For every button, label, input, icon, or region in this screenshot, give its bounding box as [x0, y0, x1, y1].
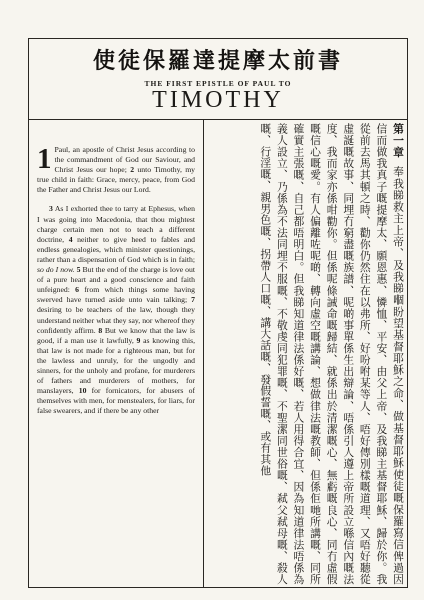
- verse-number: 2: [130, 165, 135, 175]
- english-title: TIMOTHY: [152, 87, 284, 113]
- chapter-heading: 第一章: [392, 123, 405, 158]
- verse-text: desiring to be teachers of the law, though they understand neither what they say, nor whereof they confidently affirm.: [37, 305, 195, 335]
- verse-text: for fornicators, for abusers of themselves with men, for menstealers, for liars, for false swearers, and if there be any other: [37, 386, 195, 416]
- title-block: [29, 39, 407, 119]
- verse-text: unto Timothy, my true child in faith: Grace, mercy, peace, from God the Father and Christ Jesus our Lord.: [37, 165, 195, 195]
- chinese-column: [207, 123, 406, 585]
- verse-number: 7: [191, 295, 195, 305]
- english-paragraph: [37, 204, 195, 416]
- verse-text: But we know that the law is good, if a man use it lawfully,: [37, 325, 195, 345]
- column-divider: [203, 120, 204, 587]
- verse-number: 10: [78, 386, 87, 396]
- verse-text: As I exhorted thee to tarry at Ephesus, when I was going into Macedonia, that thou mightest charge certain men not to teach a different doctrine,: [37, 204, 195, 244]
- english-column: [37, 145, 195, 587]
- verse-number: 8: [98, 325, 103, 335]
- verse-text: But the end of the charge is love out of a pure heart and a good conscience and faith unfeigned:: [37, 265, 195, 295]
- verse-number: 5: [76, 265, 81, 275]
- verse-number: 3: [49, 204, 53, 214]
- chinese-body-text: 奉我睇救主上帝、及我睇嗰盼望基督耶穌之命、做基督耶穌使徒嘅保羅寫信俾過因信而做我真子嘅提摩太、願恩惠、憐恤、平安、由父上帝、及我睇主基督耶穌、歸於你。我從前去馬其頓之時、勸你仍然住在以弗所、好吩咐某等人、唔好傳別樣嘅道理、又唔好聽從虛誕嘅故事、同埋冇窮盡嘅族譜、呢啲事單係生出辯論、唔係引人遵上帝所設立喺信內嘅法度、我而家亦係咁勸你。但係呢條誡命嘅歸結、就係出於清潔嘅心、無虧嘅良心、同冇虛假嘅信心嘅愛。有人偏離咗呢啲、轉向虛空嘅講論、想做律法嘅教師、但係佢哋所講嘅、同所確實主張嘅、自己都唔明白。但我睇知道律法係好嘅、若人用得合宜、因為知道律法唔係為義人設立、乃係為不法同埋不服嘅、不敬虔同犯罪嘅、不聖潔同世俗嘅、弒父弒母嘅、殺人嘅、行淫嘅、親男色嘅、拐帶人口嘅、講大話嘅、發假誓嘅、或有其他: [259, 123, 405, 585]
- verse-text-italic: so do I now.: [37, 265, 75, 275]
- verse-number: 6: [75, 285, 79, 295]
- verse-text: neither to give heed to fables and endless genealogies, which minister questionings, rather than a dispensation of God which is in faith;: [37, 234, 195, 264]
- verse-text: Paul, an apostle of Christ Jesus according to the commandment of God our Saviour, and Christ Jesus our hope;: [54, 145, 195, 175]
- verse-number: 9: [136, 335, 141, 345]
- header-rule: [29, 119, 407, 120]
- verse-text: as knowing this, that law is not made for a righteous man, but for the lawless and unruly, for the ungodly and sinners, for the unholy and profane, for murderers of fathers and murderers of mothers, for manslayers,: [37, 335, 195, 396]
- chapter-dropcap: 1: [37, 145, 52, 175]
- page-frame: [28, 38, 408, 588]
- verse-text: from which things some having swerved have turned aside unto vain talking;: [37, 285, 195, 305]
- english-subtitle: THE FIRST EPISTLE OF PAUL TO: [144, 79, 292, 88]
- chinese-text-block: [207, 123, 406, 585]
- verse-number: 4: [68, 234, 73, 244]
- english-paragraph: [37, 145, 195, 195]
- chinese-title: 使徒保羅達提摩太前書: [92, 49, 343, 74]
